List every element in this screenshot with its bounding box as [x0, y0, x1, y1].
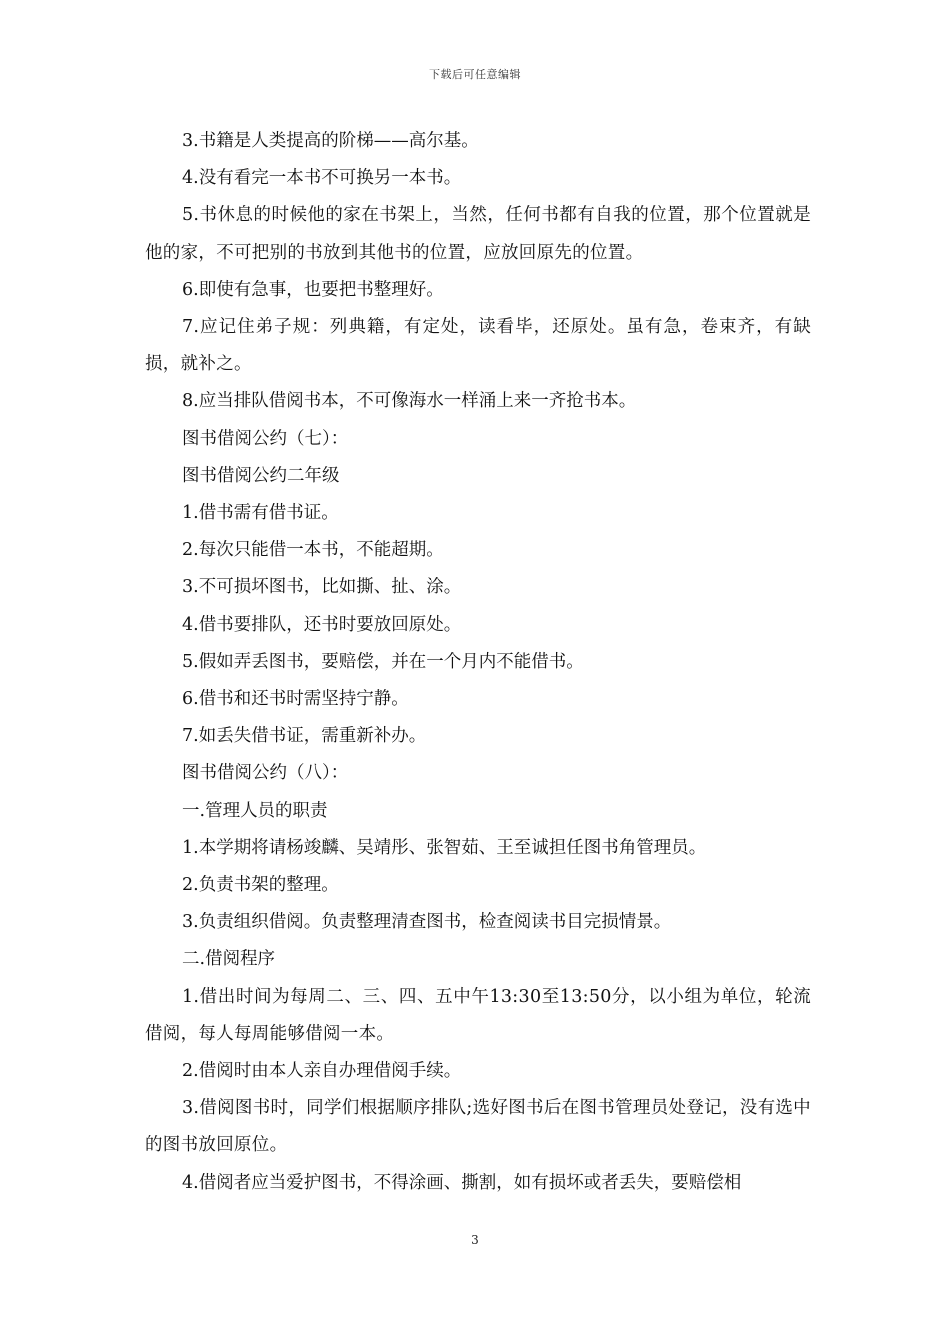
paragraph: 2.负责书架的整理。 [182, 875, 339, 896]
paragraph: 1.借出时间为每周二、三、四、五中午13:30至13:50分，以小组为单位，轮流借阅，每人每周能够借阅一本。 [145, 986, 811, 1044]
paragraph: 1.本学期将请杨竣麟、吴靖彤、张智茹、王至诚担任图书角管理员。 [182, 837, 707, 858]
paragraph: 5.书休息的时候他的家在书架上，当然，任何书都有自我的位置，那个位置就是他的家，不可把别的书放到其他书的位置，应放回原先的位置。 [145, 205, 811, 263]
paragraph: 4.没有看完一本书不可换另一本书。 [182, 168, 462, 189]
paragraph: 3.书籍是人类提高的阶梯——高尔基。 [182, 131, 479, 151]
section-subheading: 一.管理人员的职责 [182, 800, 328, 821]
paragraph: 3.借阅图书时，同学们根据顺序排队;选好图书后在图书管理员处登记，没有选中的图书放回原位。 [145, 1098, 811, 1156]
page-header-note: 下载后可任意编辑 [429, 68, 521, 81]
section-subheading: 图书借阅公约二年级 [182, 465, 340, 486]
paragraph: 4.借阅者应当爱护图书，不得涂画、撕割，如有损坏或者丢失，要赔偿相 [182, 1172, 742, 1193]
paragraph: 6.即使有急事，也要把书整理好。 [182, 279, 444, 300]
page-number: 3 [471, 1233, 479, 1247]
paragraph: 7.应记住弟子规：列典籍，有定处，读看毕，还原处。虽有急，卷束齐，有缺损，就补之。 [145, 317, 811, 375]
document-body [145, 123, 811, 1202]
paragraph: 5.假如弄丢图书，要赔偿，并在一个月内不能借书。 [182, 651, 584, 672]
section-heading: 图书借阅公约（八）： [182, 763, 349, 784]
paragraph: 2.每次只能借一本书，不能超期。 [182, 540, 444, 561]
section-heading: 图书借阅公约（七）： [182, 428, 349, 449]
paragraph: 6.借书和还书时需坚持宁静。 [182, 689, 409, 710]
paragraph: 2.借阅时由本人亲自办理借阅手续。 [182, 1061, 462, 1082]
paragraph: 8.应当排队借阅书本，不可像海水一样涌上来一齐抢书本。 [182, 391, 637, 412]
paragraph: 7.如丢失借书证，需重新补办。 [182, 726, 427, 747]
section-subheading: 二.借阅程序 [182, 949, 276, 970]
paragraph: 3.负责组织借阅。负责整理清查图书，检查阅读书目完损情景。 [182, 912, 672, 933]
paragraph: 1.借书需有借书证。 [182, 503, 339, 524]
paragraph: 4.借书要排队，还书时要放回原处。 [182, 614, 462, 635]
paragraph: 3.不可损坏图书，比如撕、扯、涂。 [182, 577, 462, 598]
